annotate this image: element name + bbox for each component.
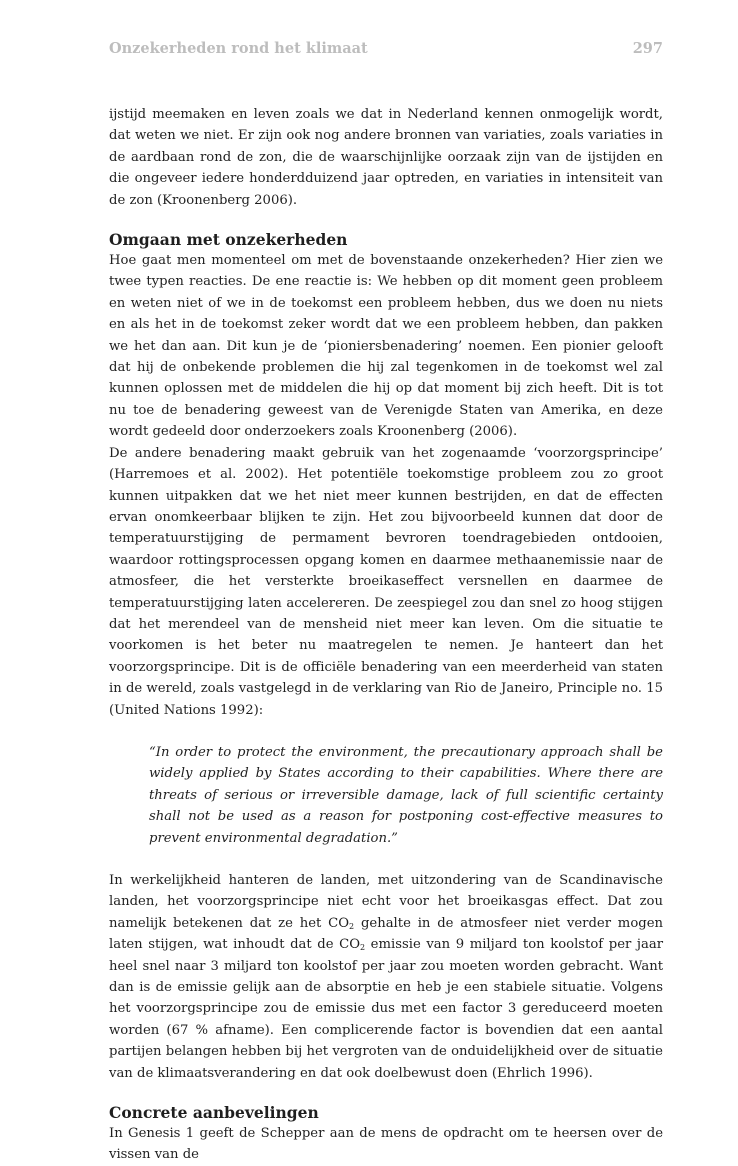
page-number: 297 [632, 40, 663, 57]
paragraph: In Genesis 1 geeft de Schepper aan de mens de opdracht om te heersen over de vissen van de [109, 1126, 663, 1163]
header-title: Onzekerheden rond het klimaat [109, 40, 368, 57]
body-text [109, 104, 663, 1166]
running-header [109, 40, 663, 57]
paragraph: In werkelijkheid hanteren de landen, met uitzondering van de Scandinavische landen, het voorzorgsprincipe niet echt voor het broeikasgas effect. Dat zou namelijk betekenen dat ze het $CO_2$ gehalte in de atmosfeer niet verder mogen laten stijgen, wat inhoudt dat de $CO_2$ emissie van 9 miljard ton koolstof per jaar heel snel naar 3 miljard ton koolstof per jaar zou moeten worden gebracht. Want dan is de emissie gelijk aan de absorptie en heb je een stabiele situatie. Volgens het voorzorgsprincipe zou de emissie dus met een factor 3 gereduceerd moeten worden (67 % afname). Een complicerende factor is bovendien dat een aantal partijen belangen hebben bij het vergroten van de onduidelijkheid over de situatie van de klimaatsverandering en dat ook doelbewust doen (Ehrlich 1996). [109, 873, 663, 1081]
paragraph: De andere benadering maakt gebruik van het zogenaamde ‘voorzorgsprincipe’ (Harremoes et al. 2002). Het potentiële toekomstige probleem zou zo groot kunnen uitpakken dat we het niet meer kunnen bestrijden, en dat de effecten ervan onomkeerbaar blijken te zijn. Het zou bijvoorbeeld kunnen dat door de temperatuurstijging de permament bevroren toendragebieden ontdooien, waardoor rottingsprocessen opgang komen en daarmee methaanemissie naar de atmosfeer, die het versterkte broeikaseffect versnellen en daarmee de temperatuurstijging laten accelereren. De zeespiegel zou dan snel zo hoog stijgen dat het merendeel van de mensheid niet meer kan leven. Om die situatie te voorkomen is het beter nu maatregelen te nemen. Je hanteert dan het voorzorgsprincipe. Dit is de officiële benadering van een meerderheid van staten in de wereld, zoals vastgelegd in de verklaring van Rio de Janeiro, Principle no. 15 (United Nations 1992): [109, 445, 663, 718]
block-quote: “In order to protect the environment, the precautionary approach shall be widely applied by States according to their capabilities. Where there are threats of serious or irreversible damage, lack of full scientific certainty shall not be used as a reason for postponing cost-effective measures to prevent environmental degradation.” [149, 744, 663, 846]
paragraph: Hoe gaat men momenteel om met de bovenstaande onzekerheden? Hier zien we twee typen reacties. De ene reactie is: We hebben op dit moment geen probleem en weten niet of we in de toekomst een probleem hebben, dus we doen nu niets en als het in de toekomst zeker wordt dat we een probleem hebben, dan pakken we het dan aan. Dit kun je de ‘pioniersbenadering’ noemen. Een pionier gelooft dat hij de onbekende problemen die hij zal tegenkomen in de toekomst wel zal kunnen oplossen met de middelen die hij op dat moment bij zich heeft. Dit is tot nu toe de benadering geweest van de Verenigde Staten van Amerika, en deze wordt gedeeld door onderzoekers zoals Kroonenberg (2006). [109, 253, 663, 440]
section-heading: Omgaan met onzekerheden [109, 230, 348, 250]
paragraph: ijstijd meemaken en leven zoals we dat in Nederland kennen onmogelijk wordt, dat weten we niet. Er zijn ook nog andere bronnen van variaties, zoals variaties in de aardbaan rond de zon, die de waarschijnlijke oorzaak zijn van de ijstijden en die ongeveer iedere honderdduizend jaar optreden, en variaties in intensiteit van de zon (Kroonenberg 2006). [109, 107, 663, 208]
section-heading: Concrete aanbevelingen [109, 1103, 319, 1123]
